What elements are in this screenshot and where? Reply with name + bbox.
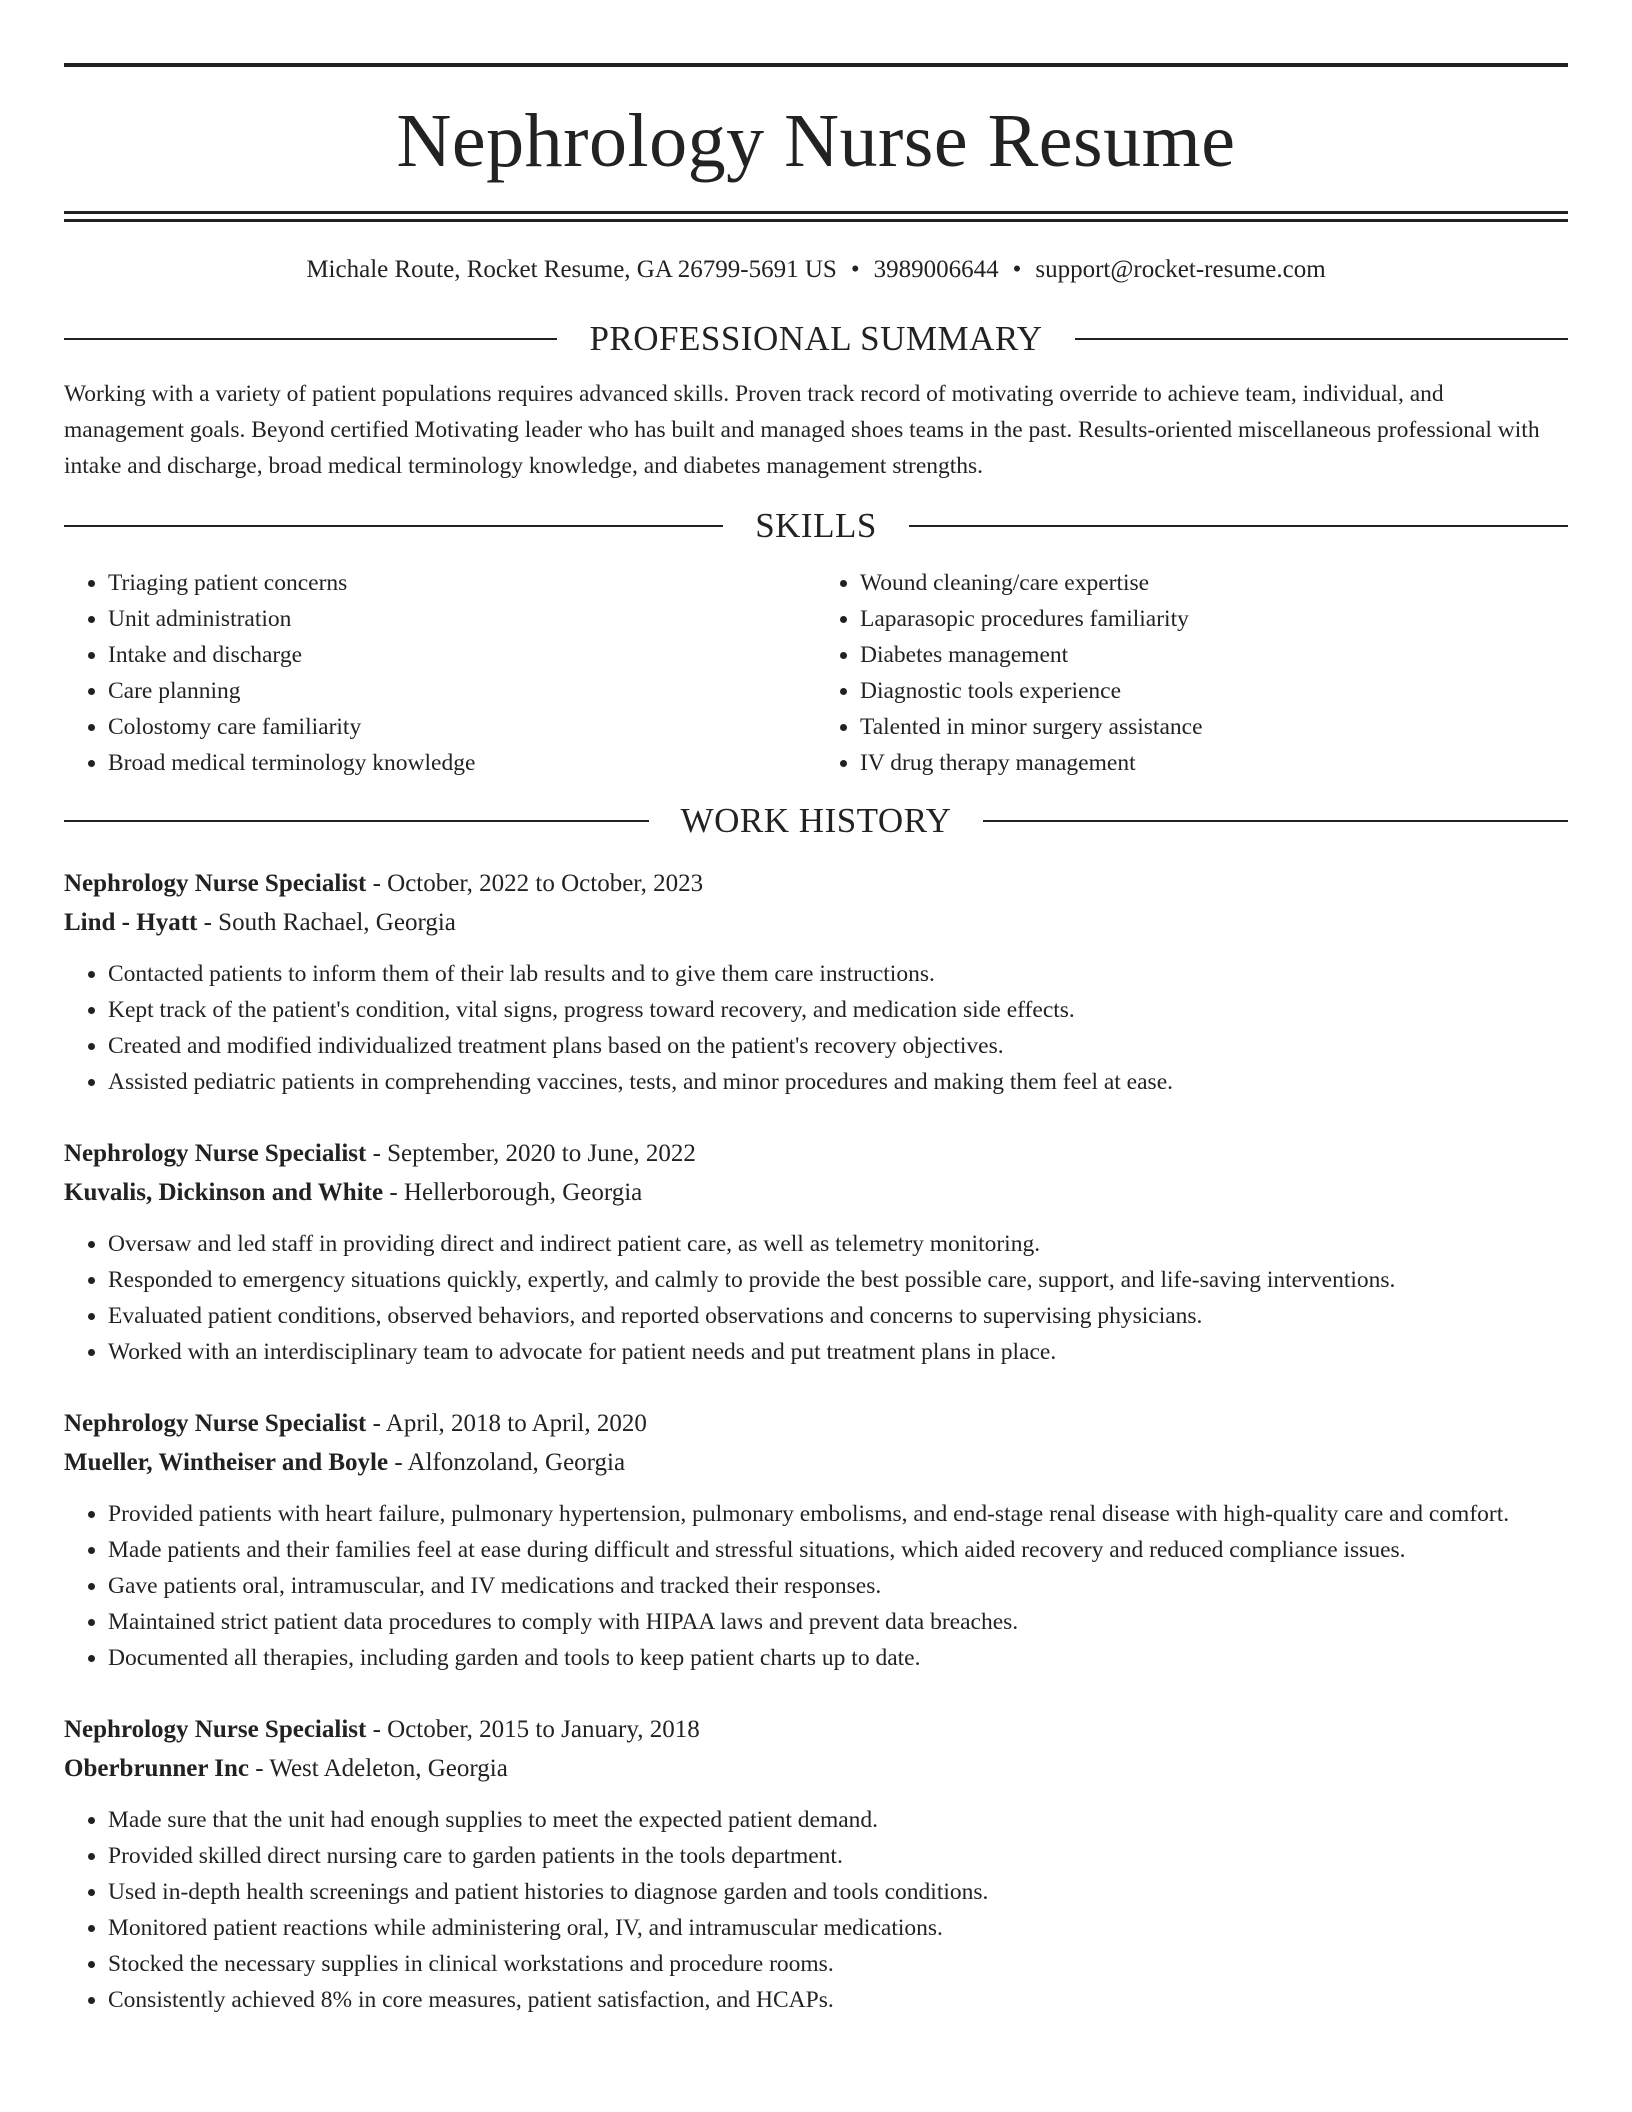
job-company: Mueller, Wintheiser and Boyle <box>64 1449 389 1476</box>
job-title-line <box>64 1710 1568 1749</box>
job-dates: - September, 2020 to June, 2022 <box>366 1140 696 1167</box>
job-title: Nephrology Nurse Specialist <box>64 1410 367 1437</box>
heading-rule <box>909 525 1568 527</box>
job-dates: - October, 2015 to January, 2018 <box>366 1716 700 1743</box>
job-bullet: • Made sure that the unit had enough supplies to meet the expected patient demand. <box>108 1802 1568 1838</box>
skill-item: • Colostomy care familiarity <box>108 709 816 745</box>
skills-list-right <box>816 565 1568 781</box>
job-bullet: • Contacted patients to inform them of their lab results and to give them care instructions. <box>108 956 1568 992</box>
skill-item: • Triaging patient concerns <box>108 565 816 601</box>
job-bullets <box>64 956 1568 1100</box>
job-company: Lind - Hyatt <box>64 909 198 936</box>
heading-rule <box>983 820 1568 822</box>
job-bullet: • Made patients and their families feel at ease during difficult and stressful situations, which aided recovery and reduced compliance issues. <box>108 1532 1568 1568</box>
skills-section-heading <box>64 508 1568 543</box>
contact-phone: 3989006644 <box>873 256 999 283</box>
job-title-line <box>64 864 1568 903</box>
job-bullet: • Provided patients with heart failure, pulmonary hypertension, pulmonary embolisms, and end-stage renal disease with high-quality care and comfort. <box>108 1496 1568 1532</box>
job-title: Nephrology Nurse Specialist <box>64 870 367 897</box>
job-bullet: • Provided skilled direct nursing care to garden patients in the tools department. <box>108 1838 1568 1874</box>
job-company-line <box>64 1443 1568 1482</box>
heading-rule <box>64 820 649 822</box>
job-location: - Hellerborough, Georgia <box>383 1179 643 1206</box>
skills-columns <box>64 565 1568 781</box>
job-company-line <box>64 903 1568 942</box>
job-bullet: • Consistently achieved 8% in core measures, patient satisfaction, and HCAPs. <box>108 1982 1568 2018</box>
job-entry <box>64 1710 1568 2018</box>
work-heading-label: WORK HISTORY <box>680 801 952 840</box>
contact-line <box>64 255 1568 285</box>
job-company: Kuvalis, Dickinson and White <box>64 1179 384 1206</box>
job-bullet: • Oversaw and led staff in providing direct and indirect patient care, as well as telemetry monitoring. <box>108 1226 1568 1262</box>
job-bullet: • Maintained strict patient data procedures to comply with HIPAA laws and prevent data breaches. <box>108 1604 1568 1640</box>
job-location: - Alfonzoland, Georgia <box>388 1449 626 1476</box>
contact-separator: • <box>850 256 860 283</box>
heading-rule <box>64 338 557 340</box>
job-bullet: • Monitored patient reactions while administering oral, IV, and intramuscular medications. <box>108 1910 1568 1946</box>
job-title-line <box>64 1404 1568 1443</box>
job-company-line <box>64 1749 1568 1788</box>
skill-item: • Wound cleaning/care expertise <box>860 565 1568 601</box>
summary-section-heading <box>64 321 1568 356</box>
job-location: - West Adeleton, Georgia <box>248 1755 508 1782</box>
job-bullet: • Created and modified individualized treatment plans based on the patient's recovery objectives. <box>108 1028 1568 1064</box>
title-double-rule <box>64 211 1568 222</box>
job-bullet: • Worked with an interdisciplinary team to advocate for patient needs and put treatment plans in place. <box>108 1334 1568 1370</box>
contact-email: support@rocket-resume.com <box>1035 256 1326 283</box>
top-rule <box>64 63 1568 67</box>
skill-item: • IV drug therapy management <box>860 745 1568 781</box>
skills-list-left <box>64 565 816 781</box>
summary-heading-label: PROFESSIONAL SUMMARY <box>589 319 1043 358</box>
job-title: Nephrology Nurse Specialist <box>64 1716 367 1743</box>
job-title-line <box>64 1134 1568 1173</box>
job-company-line <box>64 1173 1568 1212</box>
contact-separator: • <box>1012 256 1022 283</box>
job-bullet: • Gave patients oral, intramuscular, and IV medications and tracked their responses. <box>108 1568 1568 1604</box>
job-title: Nephrology Nurse Specialist <box>64 1140 367 1167</box>
page-title: Nephrology Nurse Resume <box>396 99 1236 183</box>
job-bullets <box>64 1496 1568 1676</box>
skill-item: • Laparasopic procedures familiarity <box>860 601 1568 637</box>
skill-item: • Care planning <box>108 673 816 709</box>
job-bullets <box>64 1802 1568 2018</box>
job-entry <box>64 1404 1568 1676</box>
job-bullet: • Kept track of the patient's condition, vital signs, progress toward recovery, and medication side effects. <box>108 992 1568 1028</box>
job-company: Oberbrunner Inc <box>64 1755 249 1782</box>
skill-item: • Intake and discharge <box>108 637 816 673</box>
job-bullet: • Assisted pediatric patients in comprehending vaccines, tests, and minor procedures and making them feel at ease. <box>108 1064 1568 1100</box>
skill-item: • Unit administration <box>108 601 816 637</box>
job-bullet: • Documented all therapies, including garden and tools to keep patient charts up to date. <box>108 1640 1568 1676</box>
job-bullet: • Responded to emergency situations quickly, expertly, and calmly to provide the best possible care, support, and life-saving interventions. <box>108 1262 1568 1298</box>
job-bullet: • Evaluated patient conditions, observed behaviors, and reported observations and concerns to supervising physicians. <box>108 1298 1568 1334</box>
skill-item: • Talented in minor surgery assistance <box>860 709 1568 745</box>
job-bullet: • Stocked the necessary supplies in clinical workstations and procedure rooms. <box>108 1946 1568 1982</box>
skill-item: • Broad medical terminology knowledge <box>108 745 816 781</box>
summary-text: Working with a variety of patient populations requires advanced skills. Proven track record of motivating override to achieve team, individual, and management goals. Beyond certified Motivating leader who has built and managed shoes teams in the past. Results-oriented miscellaneous professional with intake and discharge, broad medical terminology knowledge, and diabetes management strengths. <box>64 381 1540 479</box>
job-dates: - April, 2018 to April, 2020 <box>366 1410 647 1437</box>
job-entry <box>64 1134 1568 1370</box>
skill-item: • Diagnostic tools experience <box>860 673 1568 709</box>
job-location: - South Rachael, Georgia <box>197 909 456 936</box>
contact-address: Michale Route, Rocket Resume, GA 26799-5691 US <box>306 256 837 283</box>
heading-rule <box>1075 338 1568 340</box>
job-entry <box>64 864 1568 1100</box>
job-dates: - October, 2022 to October, 2023 <box>366 870 704 897</box>
work-section-heading <box>64 803 1568 838</box>
skill-item: • Diabetes management <box>860 637 1568 673</box>
job-bullet: • Used in-depth health screenings and patient histories to diagnose garden and tools conditions. <box>108 1874 1568 1910</box>
job-bullets <box>64 1226 1568 1370</box>
skills-heading-label: SKILLS <box>755 506 877 545</box>
heading-rule <box>64 525 723 527</box>
